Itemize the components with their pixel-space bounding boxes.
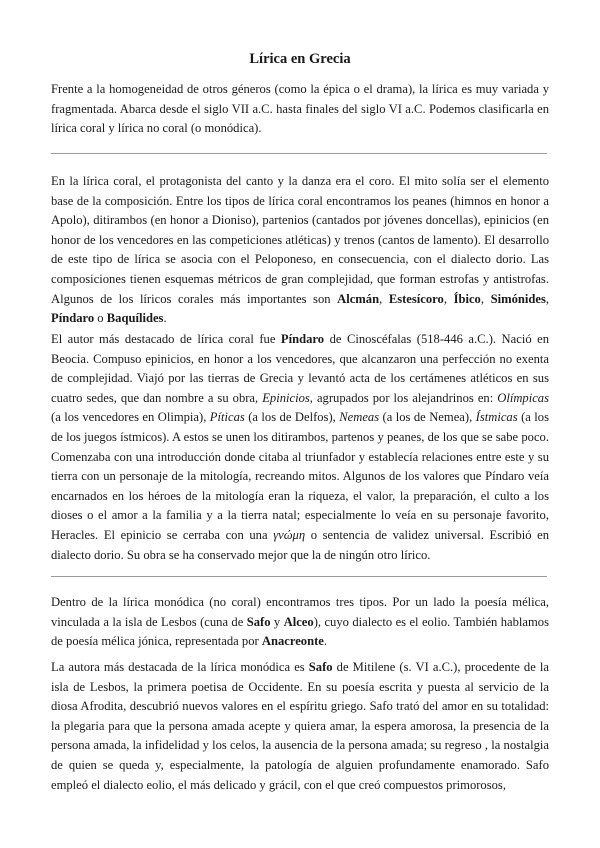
text-run: (a los vencedores en Olimpia),: [51, 410, 210, 425]
text-run: (a los de los juegos ístmicos). A estos se unen los ditirambos, partenos y peanes, de los que se sabe poco. Comenzaba con una introducción donde citaba al triunfador y establecía relaciones entre este y su tierra con un personaje de la mitología, recreando mitos. Algunos de los valores que Píndaro veía encarnados en los héroes de la mitología eran la riqueza, el valor, la preparación, el culto a los dioses o el amor a la familia y a la tierra natal; especialmente lo veía en su personaje favorito, Heracles. El epinicio se cerraba con una: [51, 410, 549, 542]
separator: o: [94, 311, 107, 326]
author-name: Safo: [308, 660, 333, 674]
monodica-paragraph-1: [51, 593, 549, 652]
text-run: y: [270, 614, 284, 629]
author-name: Safo: [246, 614, 271, 629]
page-title: Lírica en Grecia: [249, 51, 351, 67]
poet-name: Alcmán: [337, 291, 380, 306]
work-title: Ístmicas: [475, 410, 518, 425]
section-divider: [51, 153, 547, 154]
monodica-paragraph-2: [51, 658, 549, 795]
text-run: La autora más destacada de la lírica monódica es: [51, 660, 309, 674]
poet-name: Baquílides: [106, 311, 164, 326]
poet-name: Íbico: [453, 291, 481, 306]
text-run: , agrupados por los alejandrinos en:: [309, 390, 498, 405]
text-run: (a los de Delfos),: [244, 410, 340, 425]
sentence-end: .: [163, 311, 167, 326]
text-run: ), cuyo dialecto es el eolio. También hablamos de poesía mélica jónica, representada por: [51, 614, 549, 649]
poet-name: Píndaro: [51, 311, 95, 326]
poet-name: Simónides: [490, 291, 546, 306]
text-run: de Cinoscéfalas (518-446 a.C.). Nació en Beocia. Compuso epinicios, en honor a los vencedores, que alcanzaron una perfección no exenta de complejidad. Viajó por las tierras de Grecia y levantó acta de los certámenes atléticos en sus cuatro sedes, que dan nombre a su obra,: [51, 332, 549, 405]
section-divider: [51, 576, 547, 577]
coral-paragraph-2: [51, 330, 549, 565]
intro-paragraph: [51, 80, 549, 139]
text-run: de Mitilene (s. VI a.C.), procedente de la isla de Lesbos, la primera poetisa de Occidente. En su poesía escrita y puesta al servicio de la diosa Afrodita, descubrió nuevos valores en el espíritu griego. Safo trató del amor en su totalidad: la plegaria para que la persona amada acepte y quiera amar, la espera amorosa, la presencia de la persona amada, la infidelidad y los celos, la ausencia de la persona amada; su regreso , la nostalgia de quien se queda y, especialmente, la patología de alguien profundamente enamorado. Safo empleó el dialecto eolio, el más delicado y grácil, con el que creó compuestos primorosos,: [51, 660, 549, 792]
text-run: o sentencia de validez universal. Escribió en dialecto dorio. Su obra se ha conservado mejor que la de ningún otro lírico.: [51, 527, 549, 562]
coral-paragraph-1: [51, 172, 549, 329]
coral-p1-text: En la lírica coral, el protagonista del canto y la danza era el coro. El mito solía ser el elemento base de la composición. Entre los tipos de lírica coral encontramos los peanes (himnos en honor a Apolo), ditirambos (en honor a Dioniso), partenios (cantados por jóvenes doncellas), epinicios (en honor de los vencedores en las competiciones atléticas) y trenos (cantos de lamento). El desarrollo de este tipo de lírica se asocia con el Peloponeso, en consecuencia, con el dialecto dorio. Las composiciones tienen esquemas métricos de gran complejidad, que forman estrofas y antistrofas. Algunos de los líricos corales más importantes son: [51, 174, 549, 306]
separator: ,: [379, 291, 389, 306]
text-run: (a los de Nemea),: [379, 410, 476, 425]
separator: ,: [545, 291, 550, 306]
work-title: Nemeas: [339, 410, 380, 425]
author-name: Alceo: [283, 614, 314, 629]
text-run: Dentro de la lírica monódica (no coral) encontramos tres tipos. Por un lado la poesía mélica, vinculada a la isla de Lesbos (cuna de: [51, 595, 549, 629]
work-title: Olímpicas: [497, 390, 550, 405]
author-name: Píndaro: [280, 332, 325, 346]
text-run: El autor más destacado de lírica coral fue: [51, 332, 281, 346]
work-title: Píticas: [209, 410, 245, 425]
author-name: Anacreonte: [261, 634, 324, 649]
poet-name: Estesícoro: [388, 291, 444, 306]
greek-term: γνώμη: [273, 527, 306, 542]
sentence-end: .: [323, 634, 328, 649]
separator: ,: [443, 291, 454, 306]
separator: ,: [480, 291, 491, 306]
work-title: Epinicios: [262, 390, 310, 405]
intro-text: Frente a la homogeneidad de otros géneros (como la épica o el drama), la lírica es muy variada y fragmentada. Abarca desde el siglo VII a.C. hasta finales del siglo VI a.C. Podemos clasificarla en lírica coral y lírica no coral (o monódica).: [51, 82, 549, 136]
